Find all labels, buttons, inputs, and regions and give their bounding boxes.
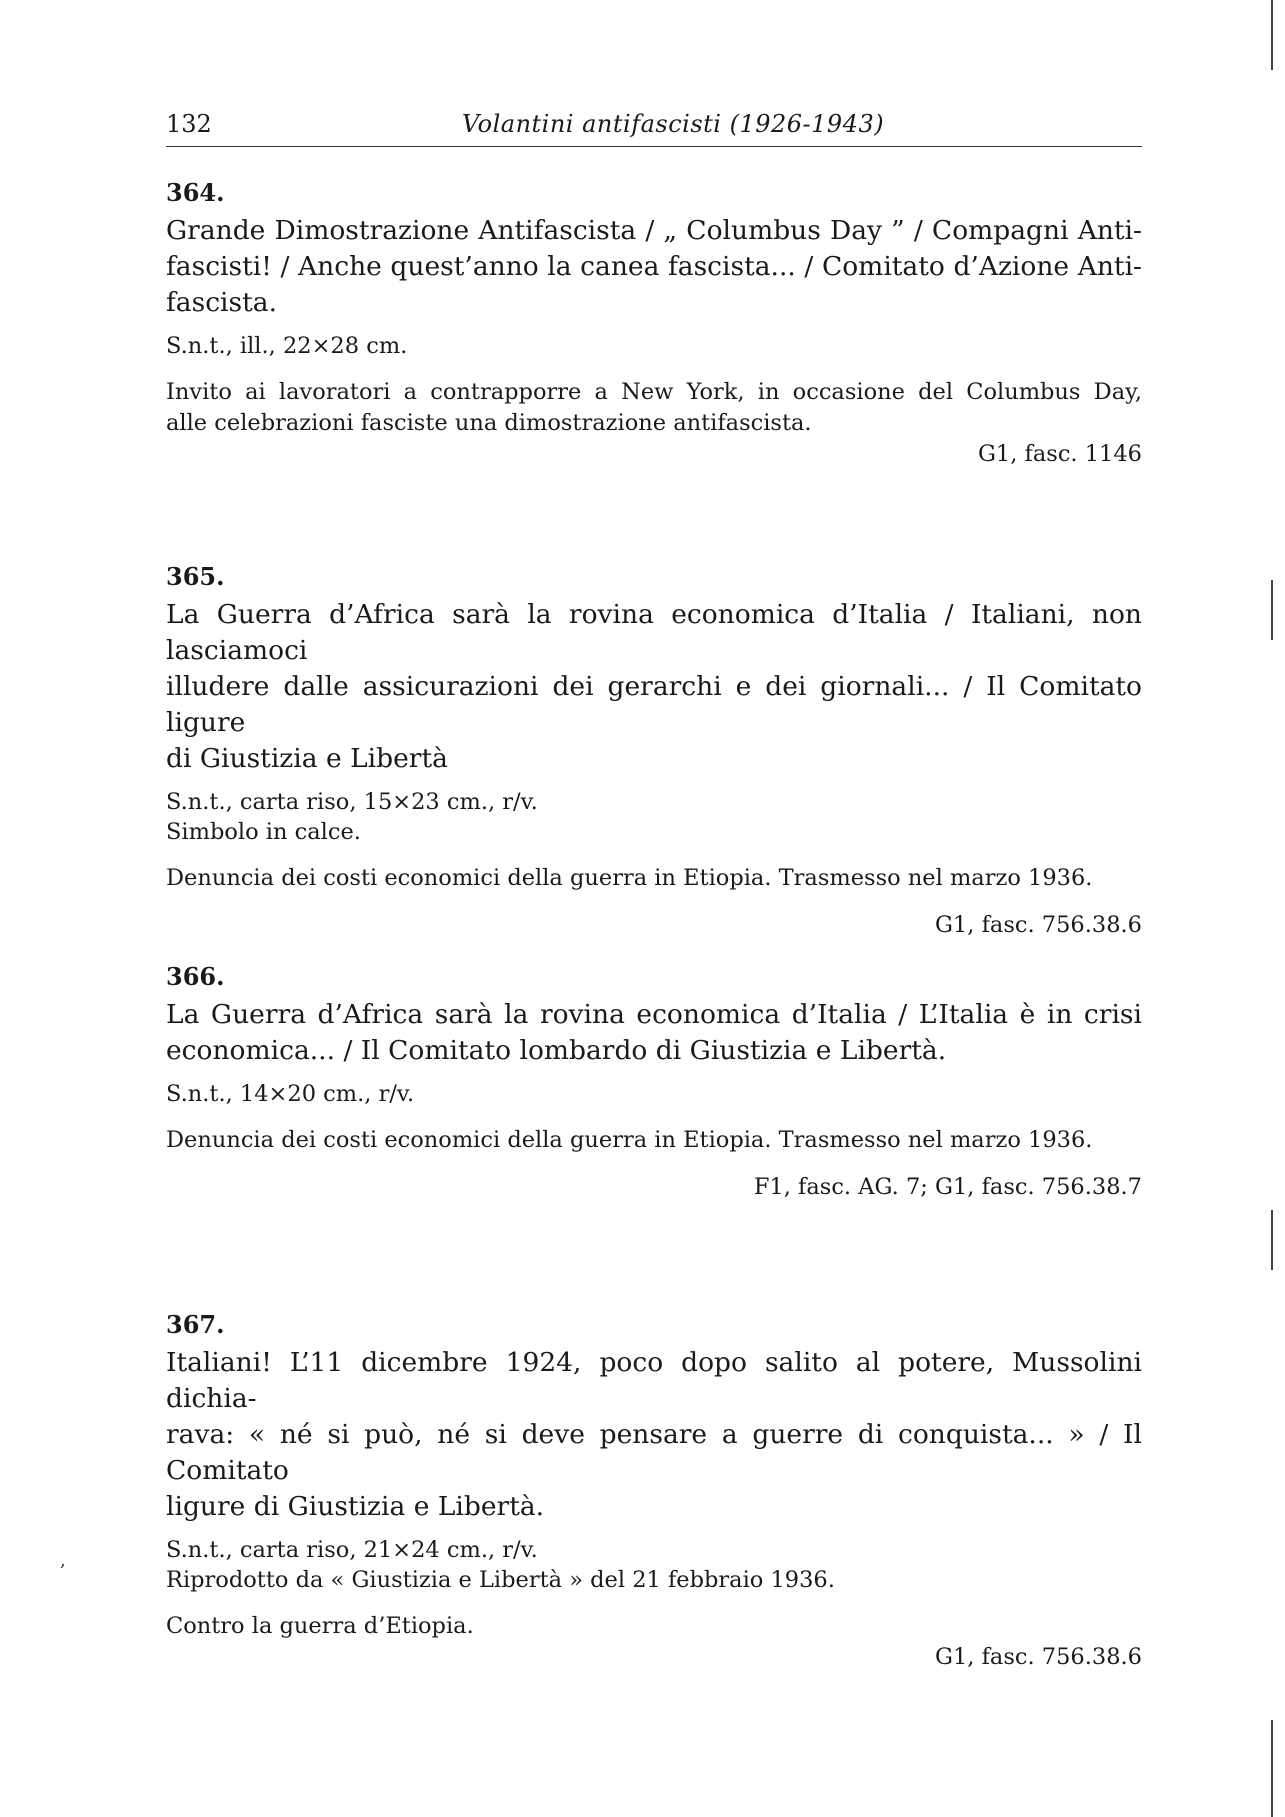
scan-speck: , bbox=[60, 1550, 66, 1571]
entry-number: 364. bbox=[166, 178, 225, 207]
description-line: S.n.t., carta riso, 21×24 cm., r/v. bbox=[166, 1537, 538, 1563]
scan-edge-line bbox=[1271, 1720, 1273, 1817]
entry-description bbox=[166, 1535, 1142, 1595]
title-line: economica... / Il Comitato lombardo di Giustizia e Libertà. bbox=[166, 1035, 947, 1066]
description-line: S.n.t., 14×20 cm., r/v. bbox=[166, 1081, 415, 1107]
page-number: 132 bbox=[166, 110, 212, 138]
description-line: Riprodotto da « Giustizia e Libertà » del 21 febbraio 1936. bbox=[166, 1567, 835, 1593]
entry-source: F1, fasc. AG. 7; G1, fasc. 756.38.7 bbox=[753, 1174, 1142, 1200]
note-line: Invito ai lavoratori a contrapporre a New York, in occasione del Columbus Day, bbox=[166, 379, 1142, 405]
entry-number: 365. bbox=[166, 562, 225, 591]
running-head bbox=[166, 106, 1142, 147]
entry-description bbox=[166, 331, 1142, 361]
entry-source: G1, fasc. 756.38.6 bbox=[935, 912, 1142, 938]
scan-edge-line bbox=[1271, 580, 1273, 640]
description-line: S.n.t., carta riso, 15×23 cm., r/v. bbox=[166, 789, 538, 815]
title-line: Italiani! L’11 dicembre 1924, poco dopo salito al potere, Mussolini dichia- bbox=[166, 1347, 1142, 1414]
entry-title bbox=[166, 213, 1142, 321]
catalog-entry-367 bbox=[166, 1310, 1142, 1672]
entry-number: 367. bbox=[166, 1310, 225, 1339]
entry-note bbox=[166, 1125, 1142, 1156]
title-line: La Guerra d’Africa sarà la rovina economica d’Italia / Italiani, non lasciamoci bbox=[166, 599, 1142, 666]
scan-edge-line bbox=[1271, 0, 1273, 70]
title-line: La Guerra d’Africa sarà la rovina economica d’Italia / L’Italia è in crisi bbox=[166, 999, 1142, 1030]
catalog-entry-365 bbox=[166, 562, 1142, 940]
entry-note bbox=[166, 377, 1142, 439]
title-line: fascista. bbox=[166, 287, 277, 318]
entry-description bbox=[166, 787, 1142, 847]
scan-edge-line bbox=[1271, 1210, 1273, 1270]
entry-source: G1, fasc. 756.38.6 bbox=[935, 1644, 1142, 1670]
entry-number: 366. bbox=[166, 962, 225, 991]
entry-note bbox=[166, 1611, 1142, 1642]
description-line: Simbolo in calce. bbox=[166, 819, 361, 845]
note-line: Contro la guerra d’Etiopia. bbox=[166, 1613, 474, 1639]
description-line: S.n.t., ill., 22×28 cm. bbox=[166, 333, 408, 359]
title-line: di Giustizia e Libertà bbox=[166, 743, 448, 774]
title-line: Grande Dimostrazione Antifascista / „ Columbus Day ” / Compagni Anti- bbox=[166, 215, 1142, 246]
catalog-entry-366 bbox=[166, 962, 1142, 1202]
running-title: Volantini antifascisti (1926-1943) bbox=[462, 110, 885, 138]
title-line: fascisti! / Anche quest’anno la canea fascista... / Comitato d’Azione Anti- bbox=[166, 251, 1142, 282]
title-line: ligure di Giustizia e Libertà. bbox=[166, 1491, 545, 1522]
title-line: rava: « né si può, né si deve pensare a guerre di conquista... » / Il Comitato bbox=[166, 1419, 1142, 1486]
entry-source: G1, fasc. 1146 bbox=[977, 441, 1142, 467]
entry-description bbox=[166, 1079, 1142, 1109]
note-line: Denuncia dei costi economici della guerra in Etiopia. Trasmesso nel marzo 1936. bbox=[166, 1127, 1093, 1153]
title-line: illudere dalle assicurazioni dei gerarchi e dei giornali... / Il Comitato ligure bbox=[166, 671, 1142, 738]
note-line: alle celebrazioni fasciste una dimostrazione antifascista. bbox=[166, 410, 812, 436]
entry-title bbox=[166, 997, 1142, 1069]
note-line: Denuncia dei costi economici della guerra in Etiopia. Trasmesso nel marzo 1936. bbox=[166, 865, 1093, 891]
entry-title bbox=[166, 1345, 1142, 1525]
entry-title bbox=[166, 597, 1142, 777]
entry-note bbox=[166, 863, 1142, 894]
catalog-entry-364 bbox=[166, 178, 1142, 469]
